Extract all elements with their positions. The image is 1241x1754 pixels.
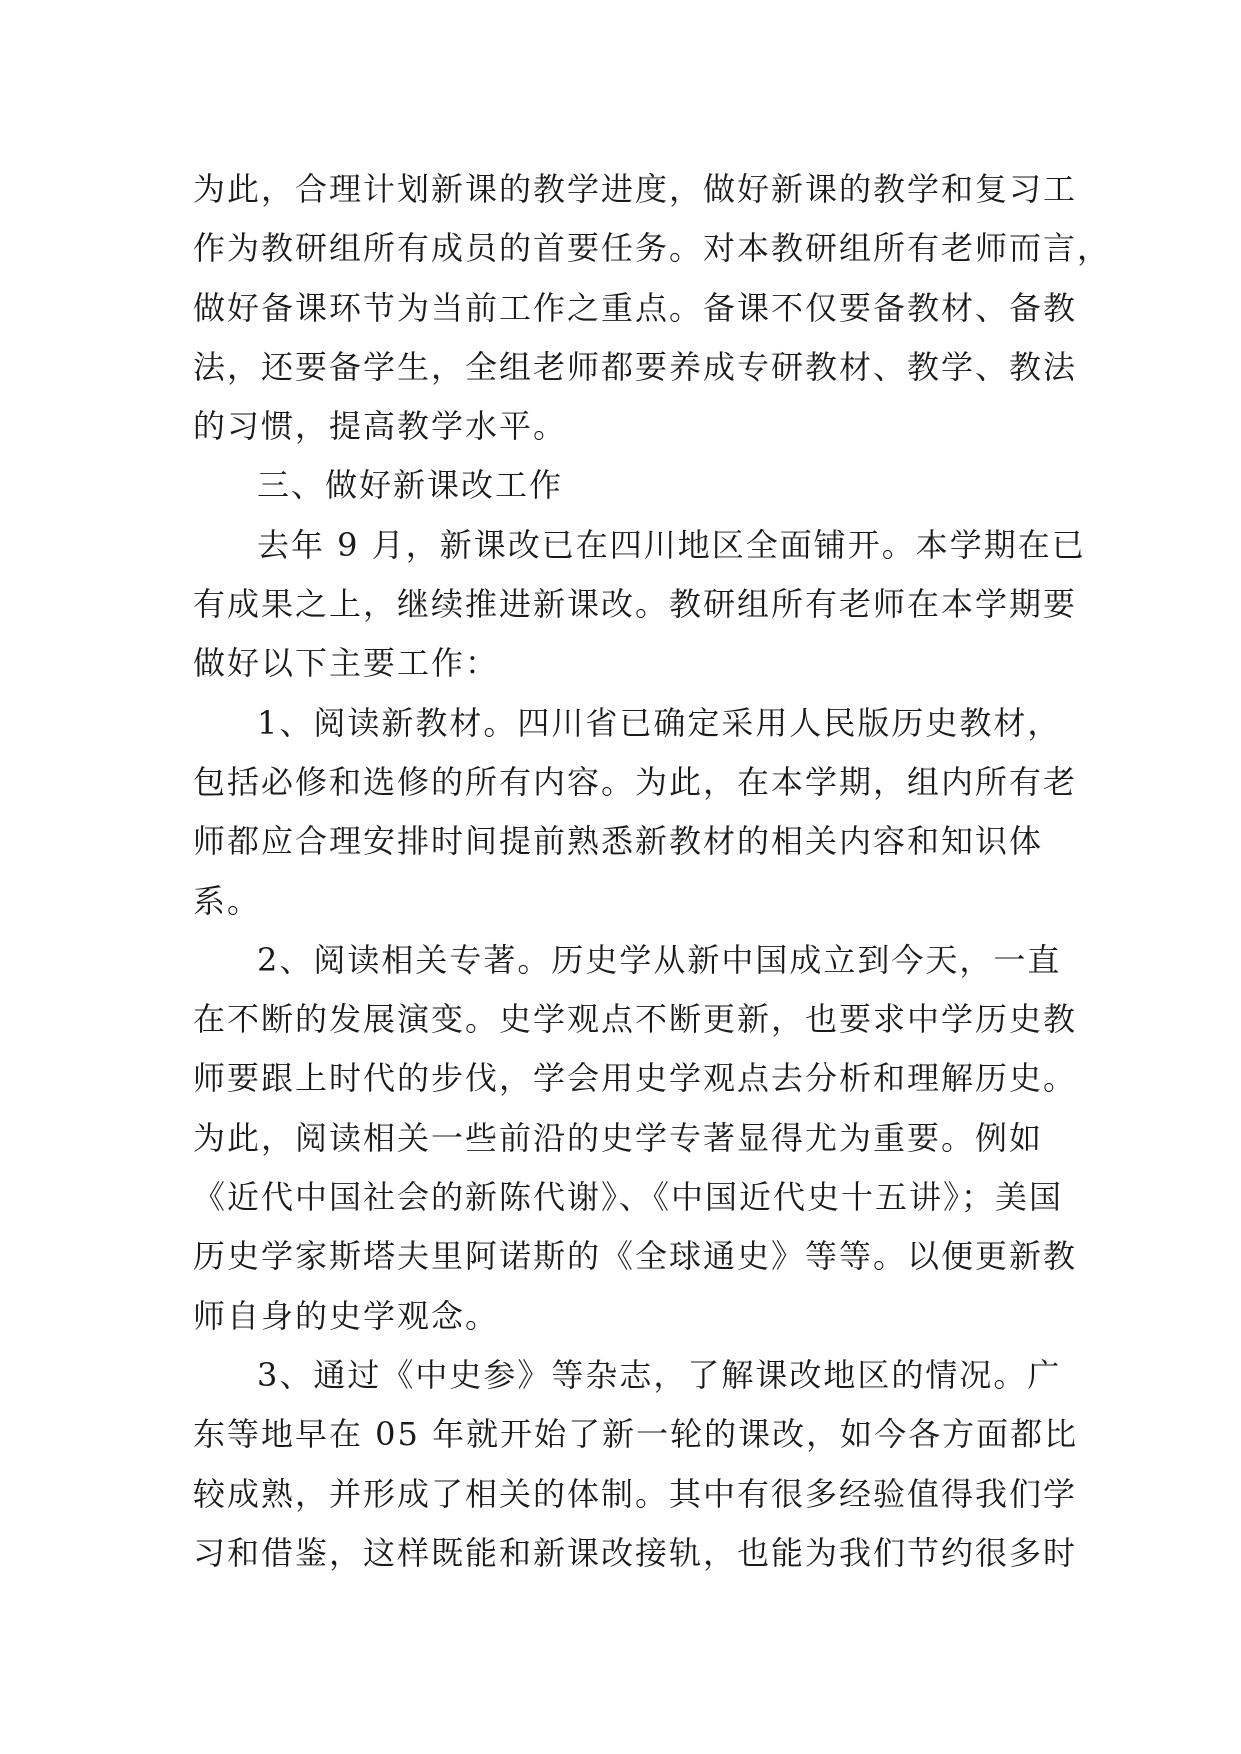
text-line: 包括必修和选修的所有内容。为此，在本学期，组内所有老 bbox=[193, 762, 1078, 801]
text-line: 《近代中国社会的新陈代谢》、《中国近代史十五讲》；美国 bbox=[193, 1178, 1064, 1217]
section-heading: 三、做好新课改工作 bbox=[257, 466, 564, 505]
text-line: 做好以下主要工作： bbox=[193, 644, 500, 683]
text-line: 作为教研组所有成员的首要任务。对本教研组所有老师而言， bbox=[193, 229, 1112, 268]
text-line: 做好备课环节为当前工作之重点。备课不仅要备教材、备教 bbox=[193, 288, 1078, 327]
text-line: 为此，阅读相关一些前沿的史学专著显得尤为重要。例如 bbox=[193, 1118, 1044, 1157]
document-body bbox=[193, 160, 1112, 1583]
text-line: 师要跟上时代的步伐，学会用史学观点去分析和理解历史。 bbox=[193, 1059, 1078, 1098]
text-line: 历史学家斯塔夫里阿诺斯的《全球通史》等等。以便更新教 bbox=[193, 1237, 1078, 1276]
text-line: 为此，合理计划新课的教学进度，做好新课的教学和复习工 bbox=[193, 170, 1078, 208]
text-line: 系。 bbox=[193, 881, 262, 920]
text-line: 法，还要备学生，全组老师都要养成专研教材、教学、教法 bbox=[193, 347, 1078, 386]
text-line: 师都应合理安排时间提前熟悉新教材的相关内容和知识体 bbox=[193, 822, 1044, 861]
text-line: 去年 9 月，新课改已在四川地区全面铺开。本学期在已 bbox=[257, 525, 1086, 564]
list-item-heading: 1、阅读新教材。四川省已确定采用人民版历史教材， bbox=[257, 703, 1062, 742]
text-line: 的习惯，提高教学水平。 bbox=[193, 407, 568, 446]
text-line: 在不断的发展演变。史学观点不断更新，也要求中学历史教 bbox=[193, 1000, 1078, 1039]
list-item-heading: 2、阅读相关专著。历史学从新中国成立到今天，一直 bbox=[257, 940, 1062, 979]
text-line: 有成果之上，继续推进新课改。教研组所有老师在本学期要 bbox=[193, 585, 1078, 624]
text-line: 东等地早在 05 年就开始了新一轮的课改，如今各方面都比 bbox=[193, 1415, 1079, 1454]
text-line: 较成熟，并形成了相关的体制。其中有很多经验值得我们学 bbox=[193, 1474, 1078, 1513]
list-item-heading: 3、通过《中史参》等杂志，了解课改地区的情况。广 bbox=[257, 1355, 1062, 1394]
text-line: 习和借鉴，这样既能和新课改接轨，也能为我们节约很多时 bbox=[193, 1533, 1078, 1572]
text-line: 师自身的史学观念。 bbox=[193, 1296, 500, 1335]
